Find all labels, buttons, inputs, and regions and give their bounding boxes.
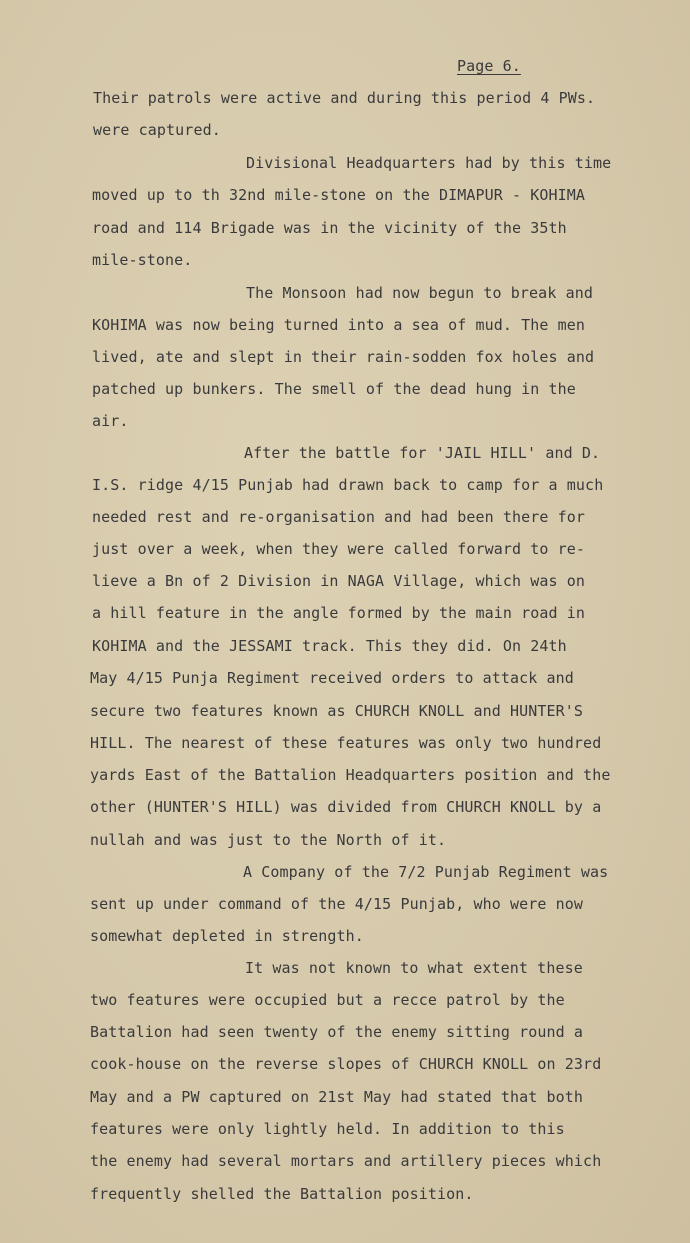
text-line: were captured. — [93, 121, 221, 139]
text-line: KOHIMA was now being turned into a sea of mud. The men — [92, 316, 586, 334]
text-line: somewhat depleted in strength. — [90, 927, 364, 945]
text-line: It was not known to what extent these — [245, 959, 583, 977]
text-line: air. — [92, 412, 129, 430]
text-line: After the battle for 'JAIL HILL' and D. — [244, 444, 601, 462]
text-line: the enemy had several mortars and artillery pieces which — [90, 1152, 602, 1170]
text-line: May and a PW captured on 21st May had stated that both — [90, 1088, 584, 1106]
text-line: just over a week, when they were called forward to re- — [92, 540, 586, 558]
text-line: moved up to th 32nd mile-stone on the DIMAPUR - KOHIMA — [92, 186, 586, 204]
text-line: Divisional Headquarters had by this time — [246, 154, 612, 172]
text-line: needed rest and re-organisation and had been there for — [92, 508, 586, 526]
text-line: The Monsoon had now begun to break and — [246, 284, 593, 302]
text-line: a hill feature in the angle formed by the main road in — [92, 604, 586, 622]
text-line: KOHIMA and the JESSAMI track. This they did. On 24th — [92, 637, 567, 655]
text-line: two features were occupied but a recce patrol by the — [90, 991, 565, 1009]
text-line: secure two features known as CHURCH KNOLL and HUNTER'S — [90, 702, 584, 720]
text-line: Battalion had seen twenty of the enemy sitting round a — [90, 1023, 584, 1041]
text-line: frequently shelled the Battalion position. — [90, 1185, 474, 1203]
text-line: other (HUNTER'S HILL) was divided from CHURCH KNOLL by a — [90, 798, 602, 816]
text-line: mile-stone. — [92, 251, 193, 269]
text-line: features were only lightly held. In addition to this — [90, 1120, 565, 1138]
text-line: May 4/15 Punja Regiment received orders to attack and — [90, 669, 574, 687]
text-line: patched up bunkers. The smell of the dead hung in the — [92, 380, 576, 398]
text-line: I.S. ridge 4/15 Punjab had drawn back to camp for a much — [92, 476, 604, 494]
text-line: lieve a Bn of 2 Division in NAGA Village, which was on — [92, 572, 586, 590]
text-line: sent up under command of the 4/15 Punjab, who were now — [90, 895, 584, 913]
text-line: A Company of the 7/2 Punjab Regiment was — [243, 863, 609, 881]
text-line: cook-house on the reverse slopes of CHURCH KNOLL on 23rd — [90, 1055, 602, 1073]
text-line: HILL. The nearest of these features was only two hundred — [90, 734, 602, 752]
text-line: lived, ate and slept in their rain-sodden fox holes and — [92, 348, 595, 366]
text-line: yards East of the Battalion Headquarters position and the — [90, 766, 611, 784]
text-line: Their patrols were active and during this period 4 PWs. — [93, 89, 596, 107]
text-line: road and 114 Brigade was in the vicinity of the 35th — [92, 219, 567, 237]
page-number: Page 6. — [457, 57, 521, 75]
text-line: nullah and was just to the North of it. — [90, 831, 447, 849]
